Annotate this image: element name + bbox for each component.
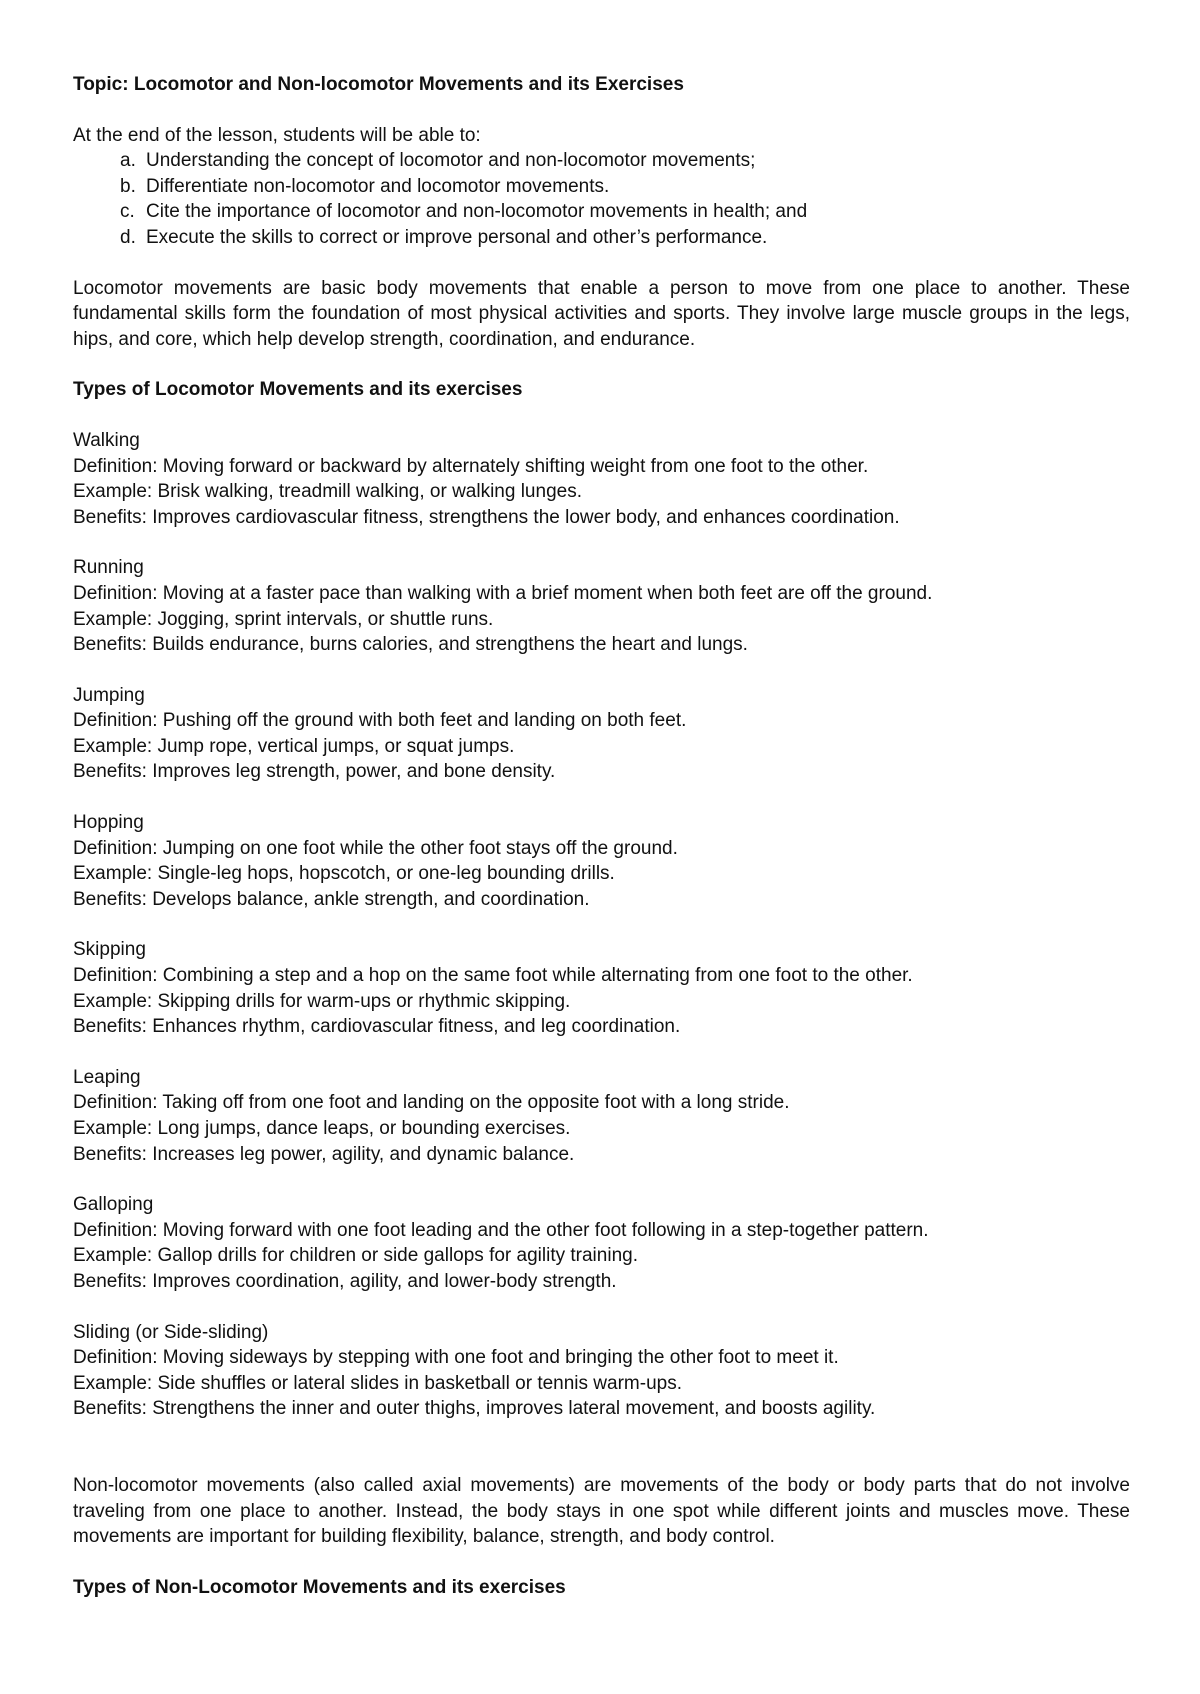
movement-benefits: Benefits: Builds endurance, burns calories, and strengthens the heart and lungs. [73, 634, 748, 656]
movement-block-hopping [73, 810, 1130, 912]
movement-example: Example: Gallop drills for children or side gallops for agility training. [73, 1245, 638, 1267]
locomotor-section-heading: Types of Locomotor Movements and its exercises [73, 379, 523, 401]
movement-benefits: Benefits: Improves cardiovascular fitness, strengthens the lower body, and enhances coordination. [73, 506, 900, 528]
objective-item [73, 148, 1130, 174]
movement-name: Running [73, 557, 144, 579]
objective-item [73, 199, 1130, 225]
movement-block-jumping [73, 683, 1130, 785]
objective-text: Understanding the concept of locomotor and non-locomotor movements; [146, 150, 756, 172]
movement-definition: Definition: Moving at a faster pace than walking with a brief moment when both feet are off the ground. [73, 582, 933, 604]
objectives-intro: At the end of the lesson, students will be able to: [73, 124, 481, 146]
movement-definition: Definition: Moving forward or backward by alternately shifting weight from one foot to the other. [73, 455, 869, 477]
movement-block-running [73, 555, 1130, 657]
objective-text: Differentiate non-locomotor and locomotor movements. [146, 175, 610, 197]
objectives-list [73, 148, 1130, 250]
objective-item [73, 174, 1130, 200]
movement-block-galloping [73, 1192, 1130, 1294]
movement-definition: Definition: Moving forward with one foot leading and the other foot following in a step-together pattern. [73, 1219, 929, 1241]
movement-block-sliding [73, 1320, 1130, 1422]
movement-name: Walking [73, 429, 140, 451]
objective-marker: b. [120, 175, 136, 197]
movement-block-skipping [73, 937, 1130, 1039]
movement-benefits: Benefits: Improves leg strength, power, and bone density. [73, 761, 556, 783]
movement-definition: Definition: Pushing off the ground with both feet and landing on both feet. [73, 710, 687, 732]
movement-example: Example: Long jumps, dance leaps, or bounding exercises. [73, 1118, 571, 1139]
movement-example: Example: Side shuffles or lateral slides in basketball or tennis warm-ups. [73, 1372, 682, 1394]
movement-name: Sliding (or Side-sliding) [73, 1321, 269, 1343]
movement-benefits: Benefits: Develops balance, ankle strength, and coordination. [73, 888, 590, 910]
movement-block-walking [73, 428, 1130, 530]
movement-name: Jumping [73, 684, 145, 706]
objective-text: Cite the importance of locomotor and non-locomotor movements in health; and [146, 201, 808, 223]
movement-example: Example: Brisk walking, treadmill walking, or walking lunges. [73, 481, 582, 503]
objective-item [73, 225, 1130, 251]
topic-heading: Topic: Locomotor and Non-locomotor Movements and its Exercises [73, 74, 684, 95]
objective-marker: a. [120, 150, 136, 172]
movement-example: Example: Jump rope, vertical jumps, or squat jumps. [73, 735, 515, 757]
movement-example: Example: Jogging, sprint intervals, or shuttle runs. [73, 608, 494, 630]
objective-marker: c. [120, 201, 135, 223]
locomotor-paragraph: Locomotor movements are basic body movements that enable a person to move from one place to another. These fundamental skills form the foundation of most physical activities and sports. They involve large muscle groups in the legs, hips, and core, which help develop strength, coordination, and endurance. [73, 277, 1130, 350]
movement-definition: Definition: Taking off from one foot and landing on the opposite foot with a long stride. [73, 1092, 790, 1114]
movement-benefits: Benefits: Strengthens the inner and outer thighs, improves lateral movement, and boosts agility. [73, 1398, 876, 1420]
objective-marker: d. [120, 226, 136, 248]
movement-benefits: Benefits: Increases leg power, agility, and dynamic balance. [73, 1143, 575, 1165]
nonlocomotor-paragraph: Non-locomotor movements (also called axial movements) are movements of the body or body parts that do not involve traveling from one place to another. Instead, the body stays in one spot while different joints and muscles move. These movements are important for building flexibility, balance, strength, and body control. [73, 1474, 1130, 1548]
movement-benefits: Benefits: Improves coordination, agility, and lower-body strength. [73, 1270, 617, 1292]
movement-name: Leaping [73, 1066, 141, 1088]
nonlocomotor-section-heading: Types of Non-Locomotor Movements and its exercises [73, 1576, 566, 1598]
movement-name: Galloping [73, 1194, 154, 1216]
movement-definition: Definition: Combining a step and a hop on the same foot while alternating from one foot to the other. [73, 965, 913, 987]
movement-name: Hopping [73, 812, 144, 834]
movement-name: Skipping [73, 939, 146, 961]
movement-example: Example: Single-leg hops, hopscotch, or one-leg bounding drills. [73, 863, 615, 885]
objective-text: Execute the skills to correct or improve personal and other’s performance. [146, 226, 768, 248]
movement-definition: Definition: Jumping on one foot while the other foot stays off the ground. [73, 837, 678, 859]
movement-benefits: Benefits: Enhances rhythm, cardiovascular fitness, and leg coordination. [73, 1016, 681, 1038]
movement-example: Example: Skipping drills for warm-ups or rhythmic skipping. [73, 990, 571, 1012]
movement-block-leaping [73, 1065, 1130, 1167]
movement-definition: Definition: Moving sideways by stepping with one foot and bringing the other foot to meet it. [73, 1347, 839, 1369]
